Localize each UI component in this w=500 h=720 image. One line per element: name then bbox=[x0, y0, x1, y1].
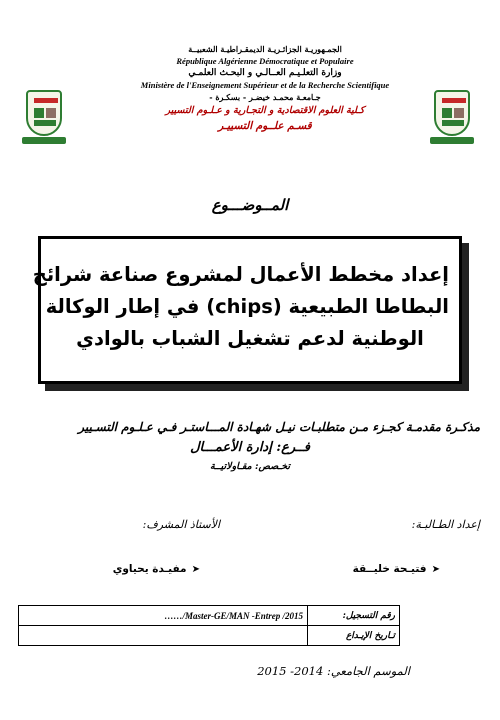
registration-number: ……/Master-GE/MAN -Entrep /2015 bbox=[19, 606, 308, 626]
thesis-title-line-1: إعداد مخطط الأعمال لمشروع صناعة شرائح bbox=[32, 263, 449, 286]
supervisor-label: الأستاذ المشرف: bbox=[142, 518, 220, 531]
thesis-title-line-2: البطاطا الطبيعية (chips) في إطار الوكالة bbox=[45, 295, 449, 318]
university-logo-right bbox=[430, 88, 474, 144]
academic-year: الموسم الجامعي: 2014- 2015 bbox=[257, 664, 410, 678]
ministry-arabic: وزارة التعلـيـم العــالـي و البحـث العلمـي bbox=[188, 68, 342, 78]
university-logo-left bbox=[22, 88, 66, 144]
thesis-title-box bbox=[32, 236, 462, 384]
student-entry bbox=[320, 557, 440, 576]
registration-number-label: رقم التسجيل: bbox=[308, 606, 400, 626]
registration-table bbox=[18, 605, 400, 646]
registration-row bbox=[19, 606, 400, 626]
university-name: جـامعـة محمـد خيضـر - بسكـرة - bbox=[209, 92, 321, 102]
bullet-arrow-icon: ➤ bbox=[191, 564, 200, 575]
department-name: قسـم علــوم التسييـر bbox=[218, 120, 312, 132]
ministry-french: Ministère de l'Enseignement Supérieur et de la Recherche Scientifique bbox=[140, 80, 390, 90]
student-label: إعداد الطـالبـة: bbox=[411, 518, 480, 531]
republic-french: République Algérienne Démocratique et Populaire bbox=[176, 56, 354, 66]
deposit-row bbox=[19, 626, 400, 646]
deposit-date-label: تـاريخ الإيـداع bbox=[308, 626, 400, 646]
specialty-label: تخـصص: مقـاولاتيــة bbox=[210, 461, 290, 472]
supervisor-entry bbox=[80, 557, 200, 576]
branch-label: فــرع: إدارة الأعمـــال bbox=[190, 440, 310, 455]
subject-label: المــوضـــوع bbox=[211, 196, 289, 214]
deposit-date bbox=[19, 626, 308, 646]
bullet-arrow-icon: ➤ bbox=[431, 564, 440, 575]
student-name: فتيـحة خليــقة bbox=[352, 563, 427, 575]
memo-description: مذكـرة مقدمـة كجـزء مـن متطلبـات نيـل شهـادة المـــاستـر فـي عـلـوم التسـيير bbox=[78, 420, 480, 434]
supervisor-name: مفيـدة يحياوي bbox=[112, 563, 187, 575]
faculty-name: كـلية العلوم الاقتصادية و التجـارية و عـلـوم التسيير bbox=[165, 105, 365, 116]
republic-arabic: الجمـهوريـة الجزائـريـة الديمقـراطيـة الشعبيــة bbox=[188, 44, 342, 54]
thesis-title-line-3: الوطنية لدعم تشغيل الشباب بالوادي bbox=[76, 327, 424, 350]
